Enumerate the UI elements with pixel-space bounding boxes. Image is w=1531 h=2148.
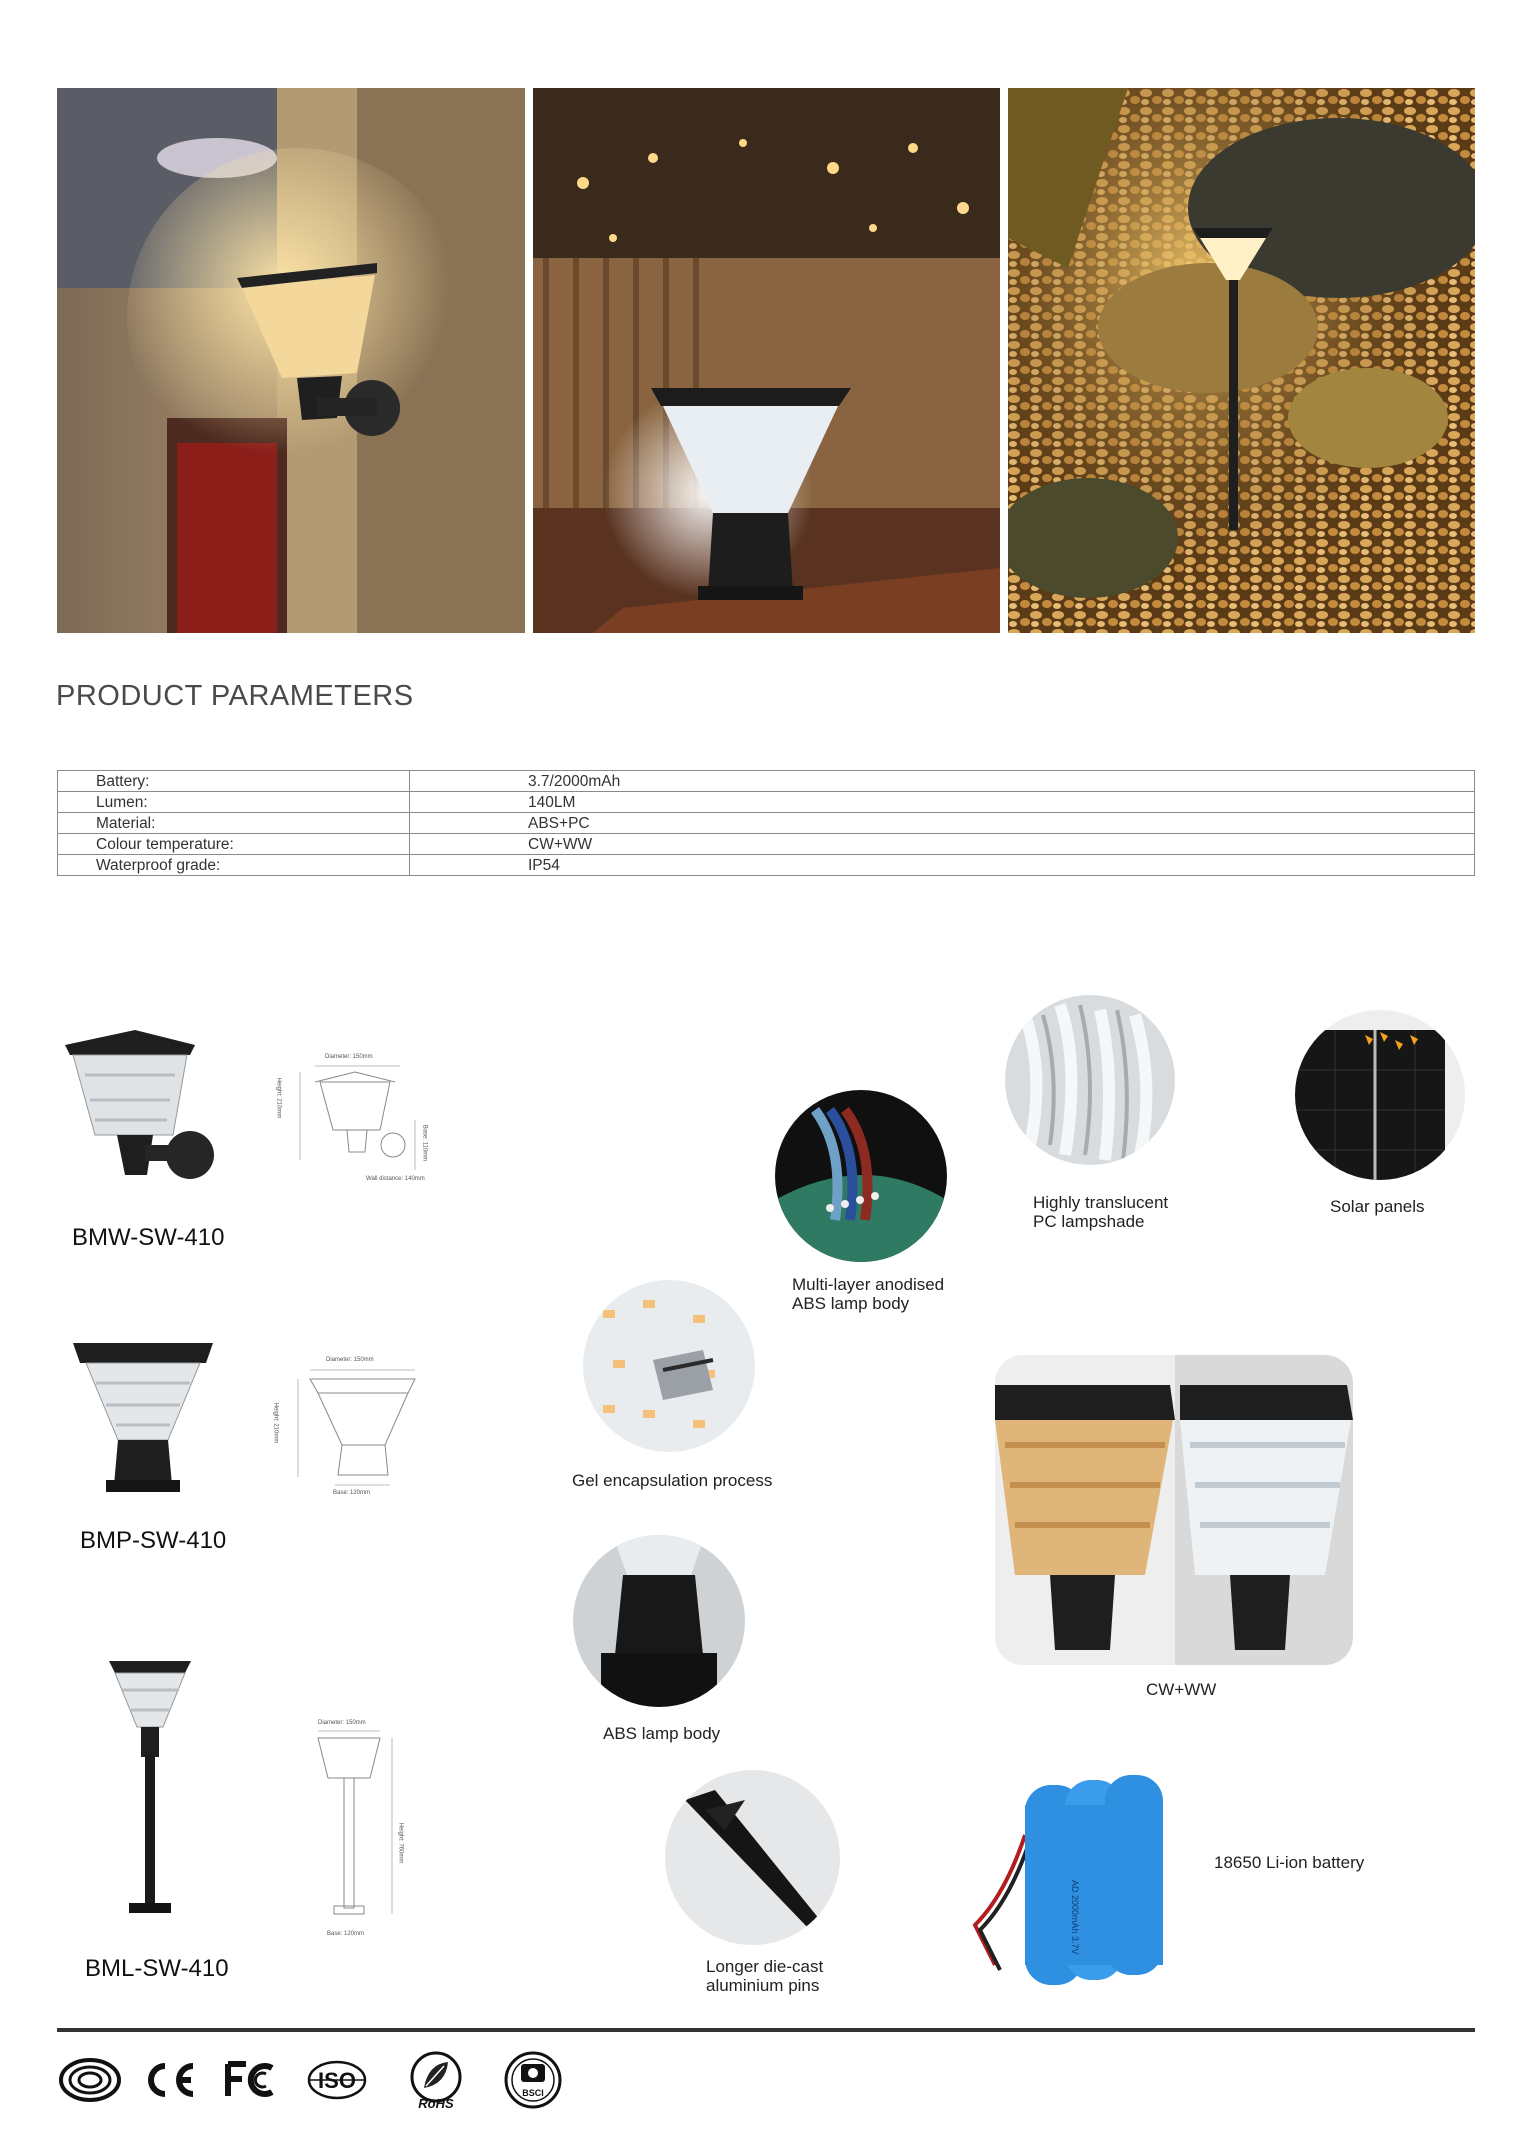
drawing-dim-top: Diameter: 150mm xyxy=(326,1357,374,1363)
rohs-text: RoHS xyxy=(418,2096,454,2110)
fcc-logo xyxy=(222,2050,282,2110)
table-row xyxy=(58,771,1475,792)
drawing-dim-bottom: Base: 120mm xyxy=(333,1490,371,1496)
feature-solar-image xyxy=(1295,1010,1465,1180)
feature-abs-label: ABS lamp body xyxy=(603,1724,721,1743)
model-post-image xyxy=(68,1335,218,1505)
footer-rule xyxy=(57,2028,1475,2032)
model-lawn-drawing xyxy=(300,1728,400,1928)
feature-gel-label: Gel encapsulation process xyxy=(572,1471,773,1490)
label-line: Highly translucent xyxy=(1033,1193,1169,1212)
param-label: Material: xyxy=(58,813,410,834)
bsci-text: BSCI xyxy=(522,2088,544,2098)
drawing-dim-bottom: Base: 120mm xyxy=(327,1931,365,1937)
parameters-table xyxy=(57,770,1475,876)
label-line: Multi-layer anodised xyxy=(792,1275,945,1294)
feature-cwww-label: CW+WW xyxy=(1146,1680,1217,1699)
model-lawn-image xyxy=(105,1655,195,1925)
photo-lawn-lamp xyxy=(1008,88,1475,633)
table-row xyxy=(58,792,1475,813)
feature-solar-label: Solar panels xyxy=(1330,1197,1425,1216)
feature-cwww-image xyxy=(995,1355,1353,1665)
ce-logo xyxy=(140,2050,200,2110)
drawing-dim-top: Diameter: 150mm xyxy=(325,1054,373,1060)
model-wall-image xyxy=(55,1025,215,1195)
table-row xyxy=(58,855,1475,876)
drawing-dim-right: Height: 760mm xyxy=(397,1822,404,1864)
label-line: ABS lamp body xyxy=(792,1294,910,1313)
param-label: Waterproof grade: xyxy=(58,855,410,876)
feature-lampshade-label xyxy=(1033,1193,1168,1231)
feature-pins-label xyxy=(706,1957,823,1995)
model-wall-drawing xyxy=(285,1060,435,1190)
feature-abs-image xyxy=(573,1535,745,1707)
param-value: CW+WW xyxy=(410,834,1475,855)
model-code: BML-SW-410 xyxy=(85,1955,229,1982)
table-row xyxy=(58,813,1475,834)
feature-lampshade-image xyxy=(1005,995,1175,1165)
iso-text: ISO xyxy=(318,2068,356,2093)
drawing-dim-left: Height: 210mm xyxy=(275,1077,282,1119)
param-label: Lumen: xyxy=(58,792,410,813)
ccc-logo xyxy=(57,2050,122,2110)
param-value: ABS+PC xyxy=(410,813,1475,834)
rohs-logo xyxy=(405,2050,467,2110)
param-value: 3.7/2000mAh xyxy=(410,771,1475,792)
battery-print: AD 2000mAh 3.7V xyxy=(1070,1880,1080,1955)
feature-battery-label: 18650 Li-ion battery xyxy=(1214,1853,1365,1872)
feature-pins-image xyxy=(665,1770,840,1945)
feature-anodised-image xyxy=(775,1090,947,1262)
photo-post-lamp xyxy=(533,88,1000,633)
bsci-logo xyxy=(502,2050,564,2110)
param-label: Battery: xyxy=(58,771,410,792)
feature-anodised-label xyxy=(792,1275,944,1313)
model-post-drawing xyxy=(290,1365,440,1495)
param-value: IP54 xyxy=(410,855,1475,876)
section-title: PRODUCT PARAMETERS xyxy=(56,680,414,712)
label-line: aluminium pins xyxy=(706,1976,820,1995)
drawing-dim-left: Height: 210mm xyxy=(272,1402,279,1444)
label-line: Longer die-cast xyxy=(706,1957,824,1976)
drawing-dim-right: Base: 110mm xyxy=(421,1124,428,1162)
model-code: BMP-SW-410 xyxy=(80,1527,227,1554)
param-label: Colour temperature: xyxy=(58,834,410,855)
feature-gel-image xyxy=(583,1280,755,1452)
label-line: PC lampshade xyxy=(1033,1212,1145,1231)
table-row xyxy=(58,834,1475,855)
param-value: 140LM xyxy=(410,792,1475,813)
drawing-dim-bottom: Wall distance: 140mm xyxy=(366,1176,425,1182)
drawing-dim-top: Diameter: 150mm xyxy=(318,1720,366,1726)
photo-wall-lamp xyxy=(57,88,525,633)
iso-logo xyxy=(303,2050,371,2110)
model-code: BMW-SW-410 xyxy=(72,1224,225,1251)
